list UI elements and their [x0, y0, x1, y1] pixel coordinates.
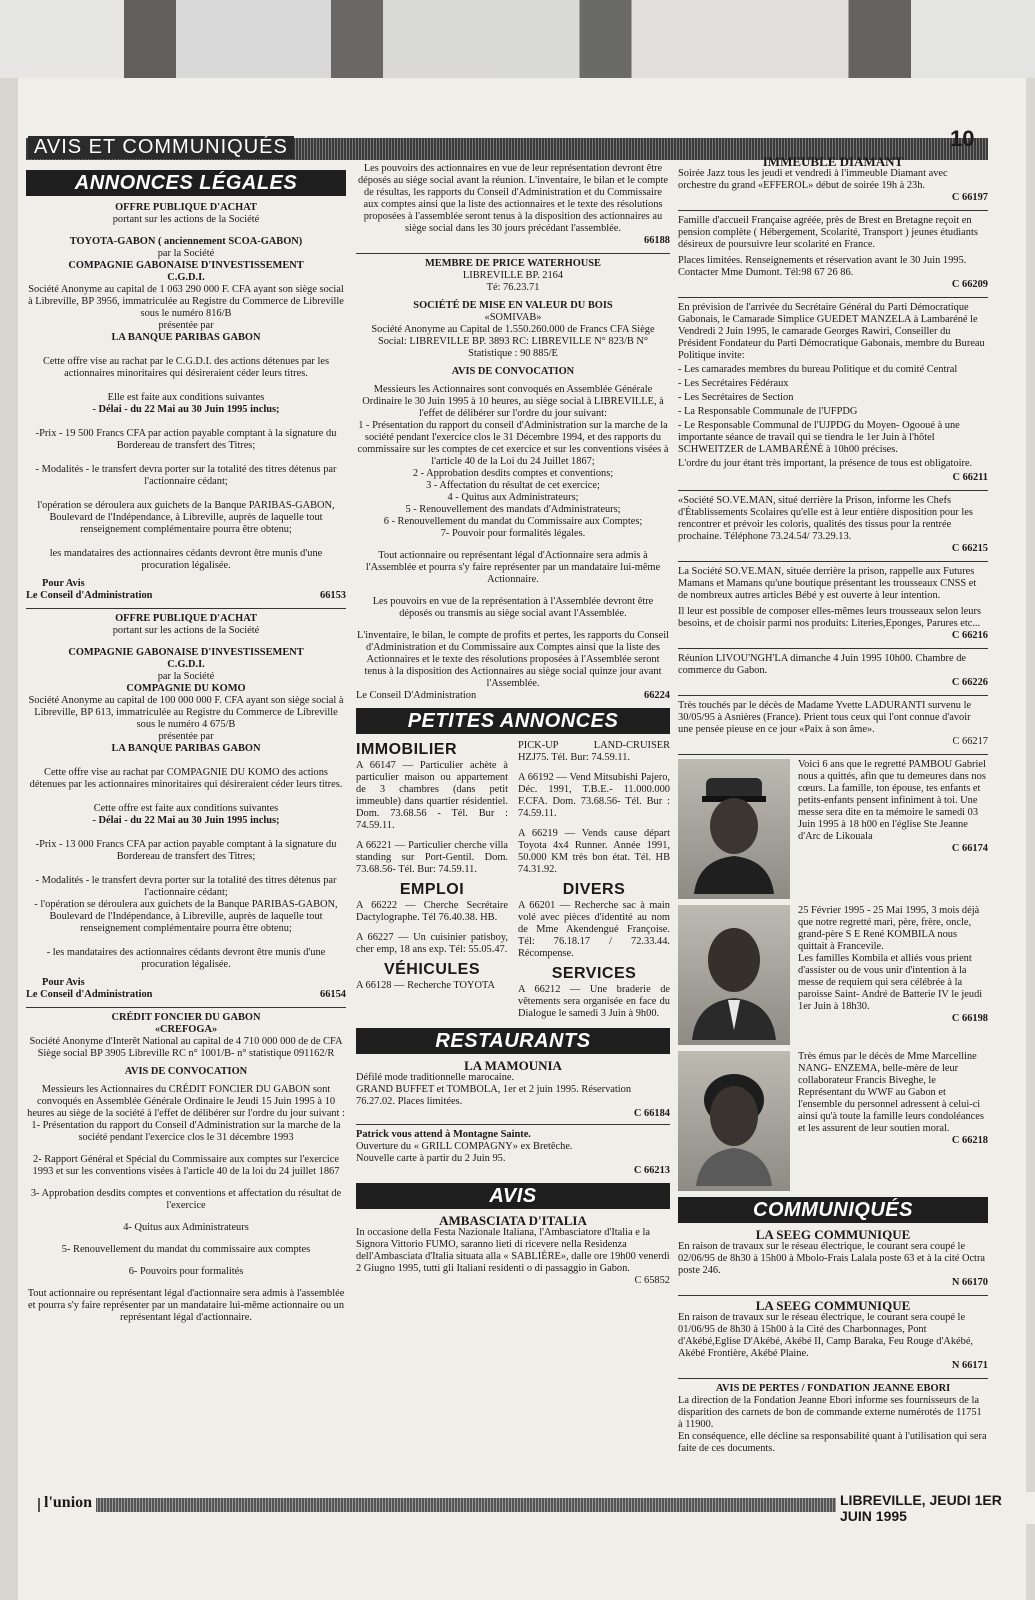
- restaurant-line1: Défilé mode traditionnelle marocaine.: [356, 1072, 515, 1083]
- pertes-text2: En conséquence, elle décline sa responsabilité quant à l'utilisation qui sera faite de ces documents.: [678, 1431, 987, 1454]
- opa-sig1: Pour Avis: [42, 578, 85, 589]
- divider: [678, 210, 988, 211]
- laduranti-text: Très touchés par le décès de Madame Yvette LADURANTI survenu le 30/05/95 à Asnières (France). Prient tous ceux qui l'ont connue d'avoir une pensée pieuse en ce jour «Paix à son âme».: [678, 700, 972, 735]
- somivab-signature: [356, 690, 670, 702]
- restaurant-ref2: C 66213: [633, 1165, 670, 1176]
- nang-text: Très émus par le décès de Mme Marcelline NANG- ENZEMA, belle-mère de leur collaborateur Francis Biveghe, le Représentant du WWF au Gabon et l'ensemble du personnel adressent à celui-ci ainsi qu'à toute la famille leurs condoléances et les assurent de leur soutien moral.: [798, 1051, 984, 1134]
- portrait-woman-icon: [684, 1056, 784, 1186]
- opa2-p2: Cette offre est faite aux conditions suivantes: [93, 803, 279, 814]
- crefoga-desc: Société Anonyme d'Interêt National au capital de 4 710 000 000 de de CFA Siège social BP 3905 Libreville RC n° 1001/B- n° statistique 091162/R: [29, 1036, 343, 1059]
- soveman1-text: «Société SO.VE.MAN, situé derrière la Prison, informe les Chefs d'Établissements Scolaires qu'elle est à leur entière disposition pour les rencontrer et prévoir les coloris, qualités des tissus pour la rentrée prochaine. Téléphone 73.24.54/ 73.29.13.: [678, 495, 973, 542]
- somivab-i5: 5 - Renouvellement des mandats d'Administrateurs;: [405, 504, 621, 515]
- crefoga-p1: Messieurs les Actionnaires du CRÉDIT FONCIER DU GABON sont convoqués en Assemblée Générale Ordinaire le Jeudi 15 Juin 1995 à 10 heures au siège de la société à l'effet de délibérer sur l'ordre du jour suivant :: [27, 1084, 345, 1119]
- opa2-company-abbr: C.G.D.I.: [167, 659, 205, 670]
- divider: [356, 1124, 670, 1125]
- services-heading: SERVICES: [551, 965, 637, 982]
- communiques-heading: COMMUNIQUÉS: [678, 1197, 988, 1223]
- annonces-legales-heading: ANNONCES LÉGALES: [26, 170, 346, 196]
- pdg-line2: - Les Secrétaires Fédéraux: [678, 378, 789, 389]
- crefoga-title: CRÉDIT FONCIER DU GABON: [111, 1012, 261, 1023]
- classified-a66128: A 66128 — Recherche TOYOTA: [356, 980, 496, 991]
- crefoga-convoc: AVIS DE CONVOCATION: [124, 1066, 248, 1077]
- nang-text-block: [798, 1051, 988, 1191]
- divider: [678, 297, 988, 298]
- opa-company: TOYOTA-GABON ( anciennement SCOA-GABON): [69, 236, 303, 247]
- classified-a66227: A 66227 — Un cuisinier patisboy, cher emp, 18 ans exp. Tél: 55.05.47.: [356, 932, 508, 955]
- pambou-text-block: [798, 759, 988, 899]
- opa-desc: Société Anonyme au capital de 1 063 290 000 F. CFA ayant son siège social à Libreville, BP 3956, immatriculée au Registre du Commerce de Libreville sous le numéro 816/B: [28, 284, 344, 319]
- restaurant-line5: Nouvelle carte à partir du 2 Juin 95.: [356, 1153, 506, 1164]
- portrait-man-suit-icon: [684, 910, 784, 1040]
- opa-buyer-abbr: C.G.D.I.: [167, 272, 205, 283]
- seeg-communique-2: [678, 1300, 988, 1372]
- classifieds-right: [518, 740, 670, 1028]
- somivab-p3: Les pouvoirs en vue de la représentation à l'Assemblée devront être déposés ou transmis au siège social avant l'Assemblée.: [372, 596, 654, 619]
- classifieds-grid: [356, 740, 670, 1028]
- opa-cgdi: [26, 613, 346, 1001]
- laduranti-notice: [678, 700, 988, 748]
- classified-pickup: PICK-UP LAND-CRUISER HZJ75. Tél. Bur: 74.59.11.: [518, 740, 670, 763]
- crefoga-i5: 5- Renouvellement du mandat du commissaire aux comptes: [61, 1244, 311, 1255]
- kombila-text: 25 Février 1995 - 25 Mai 1995, 3 mois déjà que notre regretté mari, père, frère, oncle, grand-père S E René KOMBILA nous quittait à Francevile.: [798, 905, 980, 952]
- opa-by: par la Société: [157, 248, 215, 259]
- somivab-notice: [356, 300, 670, 702]
- opa-presented: présentée par: [158, 320, 214, 331]
- crefoga-i3: 3- Approbation desdits comptes et conventions et affectation du résultat de l'exercice: [30, 1188, 342, 1211]
- seeg1-title: LA SEEG COMMUNIQUE: [755, 1227, 911, 1242]
- famille-text: Famille d'accueil Française agréée, près de Brest en Bretagne reçoit en pension complète ( Hébergement, Scolarité, Transport ) jeunes étudiants désireux de poursuivre leur scolarité en France.: [678, 215, 978, 250]
- petites-annonces-heading: PETITES ANNONCES: [356, 708, 670, 734]
- classified-a66222: A 66222 — Cherche Secrétaire Dactylographe. Tél 76.40.38. HB.: [356, 900, 508, 923]
- restaurant-line3: Patrick vous attend à Montagne Sainte.: [356, 1129, 531, 1140]
- opa-p5: - Modalités - le transfert devra porter sur la totalité des titres détenus par l'actionnaire cédant;: [35, 464, 337, 487]
- laduranti-ref: C 66217: [952, 736, 988, 747]
- somivab-i6: 6 - Renouvellement du mandat du Commissaire aux Comptes;: [383, 516, 643, 527]
- opa2-presented: présentée par: [158, 731, 214, 742]
- somivab-i3: 3 - Affectation du résultat de cet exercice;: [426, 480, 600, 491]
- opa-ref: 66153: [320, 590, 346, 601]
- opa2-buyer: COMPAGNIE DU KOMO: [126, 683, 246, 694]
- famille-ref: C 66209: [951, 279, 988, 290]
- avis-text: In occasione della Festa Nazionale Italiana, l'Ambasciatore d'Italia e la Signora Vittorio FUMO, saranno lieti di ricevere nella Residenza dell'Ambasciata d'Italia situata alla « SABLIÈRE», dalle ore 19h00 venerdì 2 Giugno 1995, tutti gli Italiani residenti o di passaggio in Gabon.: [356, 1227, 670, 1274]
- seeg2-text: En raison de travaux sur le réseau électrique, le courant sera coupé le 01/06/95 de 8h30 à 15h00 à la Cité des Charbonnages, Pont d'Akébé,Eglise D'Akébé, Akébé II, Camp Baraka, Feu Rouge d'Akébé, Akébé Frontière, Akébé Plaine.: [678, 1312, 974, 1359]
- column-1: [26, 170, 346, 1330]
- crefoga-i2: 2- Rapport Général et Spécial du Commissaire aux comptes sur l'exercice 1993 et sur les conventions visées à l'article 40 de la loi du 24 juillet 1867: [32, 1154, 340, 1177]
- seeg1-ref: N 66170: [951, 1277, 988, 1288]
- pambou-ref: C 66174: [951, 843, 988, 854]
- opa2-desc: Société Anonyme au capital de 100 000 000 F. CFA ayant son siège social à Libreville, BP 613, immatriculée au Registre du Commerce de Libreville sous le numéro 4 675/B: [28, 695, 344, 730]
- crefoga-i6: 6- Pouvoirs pour formalités: [128, 1266, 244, 1277]
- divider: [26, 608, 346, 609]
- classified-a66147: A 66147 — Particulier achète à particulier maison ou appartement de 3 chambres (dans petit immeuble) dans quartier résidentiel. Dom. 73.68.56 - Tél. Bur : 74.59.11.: [356, 760, 508, 831]
- top-notice-ref: 66188: [644, 235, 670, 246]
- opa-p7: les mandataires des actionnaires cédants devront être munis d'une procuration légalisée.: [49, 548, 323, 571]
- nang-ref: C 66218: [951, 1135, 988, 1146]
- somivab-p4: L'inventaire, le bilan, le compte de profits et pertes, les rapports du Conseil d'Administration et du Commissaire aux Comptes ainsi que la liste des Actionnaires et le texte des résolutions proposées à l'Assemblée seront tenus à la disposition des Actionnaires au siège social quinze jour avant l'Assemblée.: [356, 630, 670, 689]
- opa2-sig1: Pour Avis: [42, 977, 85, 988]
- soveman1-ref: C 66215: [951, 543, 988, 554]
- immeuble-diamant: [678, 156, 988, 204]
- opa-p6: l'opération se déroulera aux guichets de la Banque PARIBAS-GABON, Boulevard de l'Indépendance, à Libreville, auprès de laquelle tout renseignement complémentaire pourra être obtenu;: [37, 500, 335, 535]
- avis-pertes: [678, 1383, 988, 1455]
- pdg-line1: - Les camarades membres du bureau Politique et du comité Central: [678, 364, 958, 375]
- somivab-abbr: «SOMIVAB»: [484, 312, 542, 323]
- livoungla-notice: [678, 653, 988, 689]
- diamant-ref: C 66197: [951, 192, 988, 203]
- portrait-man-cap-icon: [684, 764, 784, 894]
- crefoga-notice: [26, 1012, 346, 1324]
- portrait-photo: [678, 1051, 790, 1191]
- restaurant-line2: GRAND BUFFET et TOMBOLA, 1er et 2 juin 1995. Réservation 76.27.02. Places limitées.: [356, 1084, 632, 1107]
- soveman-notice-1: [678, 495, 988, 555]
- column-3: [678, 156, 988, 1461]
- restaurants-heading: RESTAURANTS: [356, 1028, 670, 1054]
- restaurant-name: LA MAMOUNIA: [464, 1058, 562, 1073]
- classified-a66192: A 66192 — Vend Mitsubishi Pajero, Déc. 1991, T.B.E.- 11.000.000 F.CFA. Dom. 73.68.56- Tél. Bur : 74.59.11.: [518, 772, 670, 819]
- crefoga-abbr: «CREFOGA»: [154, 1024, 218, 1035]
- kombila-text-block: [798, 905, 988, 1045]
- divider: [26, 1007, 346, 1008]
- scan-noise: [0, 0, 1035, 78]
- divider: [678, 695, 988, 696]
- pw-phone: Té: 76.23.71: [486, 282, 540, 293]
- opa-buyer: COMPAGNIE GABONAISE D'INVESTISSEMENT: [68, 260, 304, 271]
- avis-heading: AVIS: [356, 1183, 670, 1209]
- obituary-kombila: [678, 905, 988, 1045]
- divider: [678, 561, 988, 562]
- opa-title: OFFRE PUBLIQUE D'ACHAT: [115, 202, 257, 213]
- opa2-by: par la Société: [157, 671, 215, 682]
- opa-subtitle: portant sur les actions de la Société: [112, 214, 260, 225]
- crefoga-i4: 4- Quitus aux Administrateurs: [123, 1222, 249, 1233]
- divider: [678, 754, 988, 755]
- somivab-desc: Société Anonyme au Capital de 1.550.260.000 de Francs CFA Siège Social: LIBREVILLE BP. 3893 RC: LIBREVILLE N° 823/B N° Statistique : 90 885/E: [371, 324, 655, 359]
- divider: [678, 1378, 988, 1379]
- pdg-line4: - La Responsable Communale de l'UFPDG: [678, 406, 858, 417]
- opa2-bank: LA BANQUE PARIBAS GABON: [111, 743, 261, 754]
- somivab-i4: 4 - Quitus aux Administrateurs;: [447, 492, 579, 503]
- crefoga-p2: Tout actionnaire ou représentant légal d'actionnaire sera admis à l'assemblée et pourra s'y faire représenter par un mandataire lui-même actionnaire ou un représentant légal d'actionnaire.: [27, 1288, 345, 1323]
- opa2-p7: - les mandataires des actionnaires cédants devront être munis d'une procuration légalisée.: [46, 947, 326, 970]
- opa-p4: -Prix - 19 500 Francs CFA par action payable comptant à la signature du Bordereau de transfert des Titres;: [35, 428, 337, 451]
- classified-a66212: A 66212 — Une braderie de vêtements sera organisée en face du Dialogue le samedi 3 Juin à 9h00.: [518, 984, 670, 1019]
- classified-a66219: A 66219 — Vends cause départ Toyota 4x4 Runner. Année 1991, 50.000 KM très bon état. Tél. HB 74.31.92.: [518, 828, 670, 875]
- somivab-sig: Le Conseil D'Administration: [356, 690, 477, 701]
- section-title: AVIS ET COMMUNIQUÉS: [28, 136, 294, 159]
- divider: [678, 1295, 988, 1296]
- restaurants-section: [356, 1060, 670, 1177]
- opa-sig2: Le Conseil d'Administration: [26, 590, 153, 601]
- pambou-text: Voici 6 ans que le regretté PAMBOU Gabriel nous a quittés, afin que tu demeures dans nos cœurs. La famille, ton épouse, tes enfants et petits-enfants pensent infiniment à toi. Une messe sera dite en ta mémoire le samedi 03 Juin 1995 à 18 h00 en l'église Ste Jeanne d'Arc de Likouala: [798, 759, 986, 842]
- restaurant-line4: Ouverture du « GRILL COMPAGNY» ex Bretêche.: [356, 1141, 573, 1152]
- seeg2-ref: N 66171: [951, 1360, 988, 1371]
- kombila-ref: C 66198: [951, 1013, 988, 1024]
- somivab-convoc: AVIS DE CONVOCATION: [451, 366, 575, 377]
- diamant-text: Soirée Jazz tous les jeudi et vendredi à l'immeuble Diamant avec orchestre du grand «EFFEROL» début de soirée 19h à 23h.: [678, 168, 948, 191]
- paper-name: l'union: [40, 1494, 96, 1512]
- obituary-nang: [678, 1051, 988, 1191]
- somivab-i1: 1 - Présentation du rapport du conseil d'Administration sur la marche de la société pendant l'exercice clos le 31 Décembre 1994, et des rapports du commissaire sur les comptes de cet exercice et sur les conventions visées à l'article 40 de la Loi du 24 Juillet 1867;: [357, 420, 669, 467]
- opa2-sig2: Le Conseil d'Administration: [26, 989, 153, 1000]
- diamant-title: IMMEUBLE DIAMANT: [762, 154, 904, 169]
- opa2-p4: -Prix - 13 000 Francs CFA par action payable comptant à la signature du Bordereau de transfert des Titres;: [35, 839, 337, 862]
- somivab-p2: Tout actionnaire ou représentant légal d'Actionnaire sera admis à l'Assemblée et pourra s'y faire représenter par un mandataire lui-même Actionnaire.: [365, 550, 661, 585]
- top-notice: [356, 163, 670, 247]
- portrait-photo: [678, 759, 790, 899]
- opa2-ref: 66154: [320, 989, 346, 1000]
- restaurant-ref1: C 66184: [633, 1108, 670, 1119]
- somivab-p1: Messieurs les Actionnaires sont convoqués en Assemblée Générale Ordinaire le 30 Juin 1995 à 10 heures, au siège social à LIBREVILLE, à l'effet de délibérer sur l'ordre du jour suivant:: [362, 384, 664, 419]
- opa-p1: Cette offre vise au rachat par le C.G.D.I. des actions détenues par les actionnaires minoritaires qui désireraient céder leurs titres.: [42, 356, 330, 379]
- opa-p3: - Délai - du 22 Mai au 30 Juin 1995 inclus;: [92, 404, 280, 415]
- divers-heading: DIVERS: [562, 881, 626, 898]
- somivab-i7: 7- Pouvoir pour formalités légales.: [440, 528, 586, 539]
- classified-a66221: A 66221 — Particulier cherche villa standing sur Port-Gentil. Dom. 73.68.56- Tél. Bur: 74.59.11.: [356, 840, 508, 875]
- famille-accueil: [678, 215, 988, 291]
- soveman2-ref: C 66216: [951, 630, 988, 641]
- obituary-pambou: [678, 759, 988, 899]
- kombila-text2: Les familles Kombila et alliés vous prient d'assister ou de vous unir d'intention à la messe de requiem qui sera célébrée à la paroisse Saint- André de Batterie IV le jeudi 1er Juin à 18h30.: [798, 953, 983, 1012]
- somivab-title: SOCIÉTÉ DE MISE EN VALEUR DU BOIS: [413, 300, 613, 311]
- opa2-p1: Cette offre vise au rachat par COMPAGNIE DU KOMO des actions détenues par les actionnaires minoritaires qui désireraient céder leurs titres.: [29, 767, 343, 790]
- emploi-heading: EMPLOI: [399, 881, 465, 898]
- pdg-line5: - Le Responsable Communal de l'UJPDG du Moyen- Ogooué à une importante séance de travail qui se tiendra le 1er Juin à l'hôtel SCHWEITZER de LAMBARÉNÉ à 10h00 précises.: [678, 420, 960, 455]
- pdg-line3: - Les Secrétaires de Section: [678, 392, 794, 403]
- soveman2-text: La Société SO.VE.MAN, située derrière la prison, rappelle aux Futures Mamans et Mamans qu'une boutique présentant les trousseaux CNSS et de nombreux autres articles Bébé y est ouverte à leur intention.: [678, 566, 977, 601]
- classifieds-left: [356, 740, 508, 1028]
- top-notice-text: Les pouvoirs des actionnaires en vue de leur représentation devront être déposés au siège social avant la réunion. L'inventaire, le bilan et le compte de résultas, les rapports du Conseil d'Administration et du Commissaire aux comptes ainsi que la liste des actionnaires et le texte des résolutions proposées à l'assemblée seront tenus à la disposition des actionnaires au siège social dans les 30 jours précédant l'assemblée.: [357, 163, 668, 234]
- pdg-line6: L'ordre du jour étant très important, la présence de tous est obligatoire.: [678, 458, 973, 469]
- avis-ref: C 65852: [634, 1275, 670, 1286]
- seeg1-text: En raison de travaux sur le réseau électrique, le courant sera coupé le 02/06/95 de 8h30 à 15h00 à Mbolo-Frais Lalala poste 63 et à la cité Octra poste 246.: [678, 1241, 986, 1276]
- opa2-company: COMPAGNIE GABONAISE D'INVESTISSEMENT: [68, 647, 304, 658]
- pdg-notice: [678, 302, 988, 484]
- opa2-title: OFFRE PUBLIQUE D'ACHAT: [115, 613, 257, 624]
- opa2-p5: - Modalités - le transfert devra porter sur la totalité des titres détenus par l'actionnaire cédant;: [35, 875, 337, 898]
- price-waterhouse: [356, 258, 670, 294]
- seeg2-title: LA SEEG COMMUNIQUE: [755, 1298, 911, 1313]
- opa2-subtitle: portant sur les actions de la Société: [112, 625, 260, 636]
- pdg-text: En prévision de l'arrivée du Secrétaire Général du Parti Démocratique Gabonais, le Camarade Simplice GUEDET MANZELA à Lambaréné le Vendredi 2 Juin 1995, le camarade Georges Rawiri, Conseiller du Président Fondateur du Parti Démocratique Gabonais, membre du Bureau Politique invite:: [678, 302, 985, 361]
- pw-title: MEMBRE DE PRICE WATERHOUSE: [425, 258, 601, 269]
- livou-text: Réunion LIVOU'NGH'LA dimanche 4 Juin 1995 10h00. Chambre de commerce du Gabon.: [678, 653, 966, 676]
- avis-section: [356, 1215, 670, 1287]
- pertes-title: AVIS DE PERTES / FONDATION JEANNE EBORI: [715, 1383, 951, 1394]
- somivab-i2: 2 - Approbation desdits comptes et conventions;: [412, 468, 614, 479]
- divider: [356, 253, 670, 254]
- opa-bank: LA BANQUE PARIBAS GABON: [111, 332, 261, 343]
- avis-title: AMBASCIATA D'ITALIA: [439, 1213, 587, 1228]
- crefoga-i1: 1- Présentation du rapport du Conseil d'Administration sur la marche de la société pendant l'exercice clos le 31 décembre 1993: [31, 1120, 341, 1143]
- divider: [678, 490, 988, 491]
- famille-text2: Places limitées. Renseignements et réservation avant le 30 Juin 1995. Contacter Mme Dumont. Tél:98 67 26 86.: [678, 255, 967, 278]
- divider: [678, 648, 988, 649]
- opa-p2: Elle est faite aux conditions suivantes: [107, 392, 265, 403]
- column-2: [356, 163, 670, 1293]
- pdg-ref: C 66211: [952, 472, 988, 483]
- portrait-photo: [678, 905, 790, 1045]
- vehicules-heading: VÉHICULES: [383, 961, 481, 978]
- immobilier-heading: IMMOBILIER: [356, 741, 457, 758]
- opa2-signature: [26, 989, 346, 1001]
- classified-a66201: A 66201 — Recherche sac à main volé avec pièces d'identité au nom de Mme Akendengué Françoise. Tél: 76.18.17 / 72.33.44. Récompense.: [518, 900, 670, 959]
- soveman2-text2: Il leur est possible de composer elles-mêmes leurs trousseaux selon leurs besoins, et de choisir parmi nos produits: Literies,Eponges, Parures etc...: [678, 606, 981, 629]
- somivab-ref: 66224: [644, 690, 670, 701]
- pertes-text: La direction de la Fondation Jeanne Ebori informe ses fournisseurs de la disparition des carnets de bon de commande externe numérotés de 11751 à 11900.: [678, 1395, 982, 1430]
- seeg-communique-1: [678, 1229, 988, 1289]
- date-line: LIBREVILLE, JEUDI 1ER JUIN 1995: [836, 1492, 1035, 1524]
- opa-signature: [26, 590, 346, 602]
- page-number: 10: [950, 126, 975, 151]
- livou-ref: C 66226: [951, 677, 988, 688]
- opa2-p3: - Délai - du 22 Mai au 30 Juin 1995 inclus;: [92, 815, 280, 826]
- soveman-notice-2: [678, 566, 988, 642]
- opa-toyota: [26, 202, 346, 602]
- opa2-p6: - l'opération se déroulera aux guichets de la Banque PARIBAS-GABON, Boulevard de l'Indépendance, à Libreville, auprès de laquelle tout renseignement complémentaire pourra être obtenu;: [34, 899, 338, 934]
- pw-address: LIBREVILLE BP. 2164: [462, 270, 564, 281]
